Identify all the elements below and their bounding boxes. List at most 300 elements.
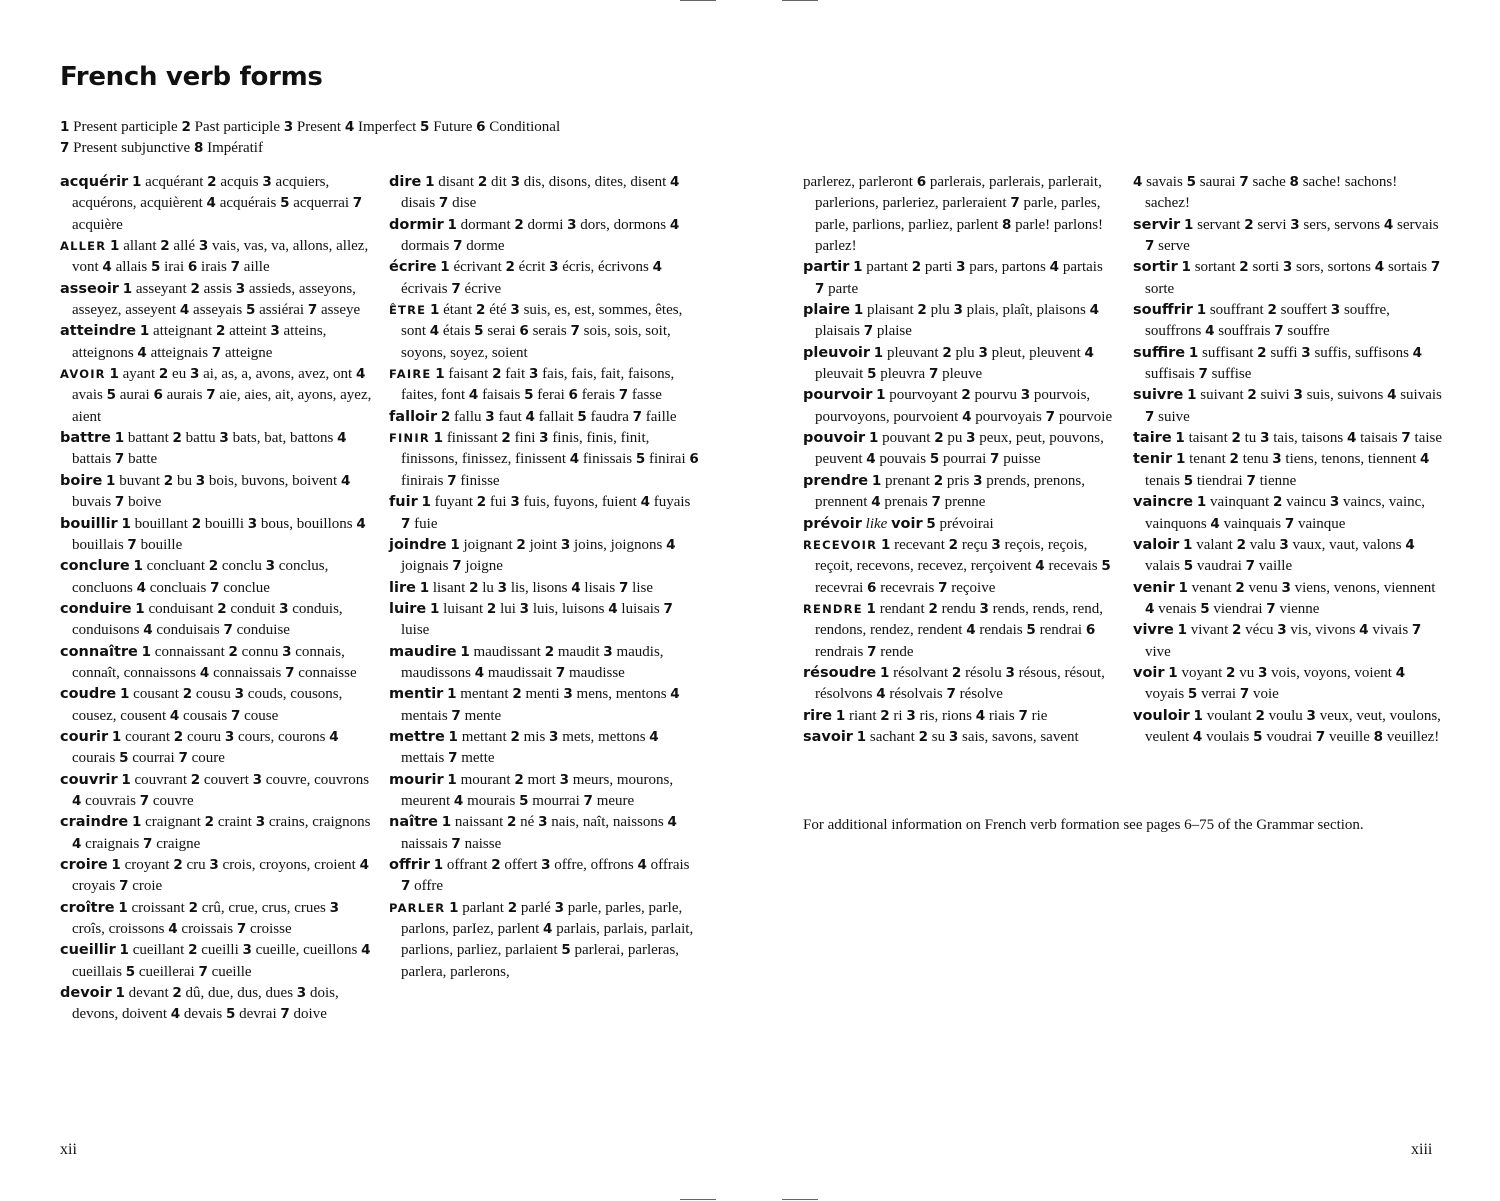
tense-number: 4	[429, 323, 440, 340]
verb-headword: falloir	[389, 408, 438, 425]
verb-form: craignant	[145, 814, 201, 831]
verb-form: prenais	[884, 494, 928, 511]
tense-number: 4	[72, 792, 82, 809]
verb-form: croyais	[72, 878, 116, 895]
verb-headword: asseoir	[60, 280, 119, 297]
verb-form: suivais	[1400, 387, 1442, 404]
verb-headword: suffire	[1133, 344, 1186, 361]
verb-form: pleuvant	[886, 344, 939, 361]
verb-form: tienne	[1259, 472, 1297, 489]
verb-form: fasse	[631, 387, 662, 404]
tense-number: 3	[329, 899, 340, 916]
verb-form: vivant	[1190, 622, 1229, 639]
tense-number: 2	[942, 344, 952, 361]
verb-form: luisais	[621, 600, 660, 617]
verb-form: parlé	[520, 899, 551, 916]
verb-form: bois, buvons, boivent	[208, 472, 338, 489]
verb-headword: taire	[1133, 430, 1172, 447]
tense-number: 1	[1178, 579, 1188, 596]
tense-number: 3	[1306, 707, 1316, 724]
legend-number: 4	[344, 119, 355, 135]
tense-number: 7	[198, 963, 208, 980]
tense-number: 1	[433, 430, 444, 447]
tense-number: 5	[474, 323, 484, 340]
verb-form: prenant	[884, 472, 930, 489]
tense-number: 7	[401, 878, 411, 895]
verb-form: maudissant	[473, 643, 541, 660]
tense-number: 4	[1035, 558, 1045, 575]
tense-number: 7	[619, 579, 629, 596]
verb-entry	[1133, 492, 1445, 535]
tense-number: 7	[206, 387, 216, 404]
verb-form: lu	[482, 579, 494, 596]
verb-headword: devoir	[60, 985, 112, 1002]
verb-form: fallu	[454, 408, 482, 425]
tense-number: 6	[568, 387, 578, 404]
verb-form: cueille	[211, 963, 252, 980]
tense-number: 2	[204, 814, 215, 831]
tense-number: 1	[430, 600, 440, 617]
verb-headword: conduire	[60, 600, 132, 617]
verb-form: lise	[632, 579, 654, 596]
tense-number: 3	[1301, 344, 1311, 361]
verb-form: meurs, mourons, meurent	[401, 771, 674, 809]
tense-number: 7	[114, 451, 125, 468]
tense-number: 1	[1168, 664, 1178, 681]
verb-form: dormi	[527, 216, 564, 233]
tense-number: 7	[1266, 600, 1276, 617]
tense-number: 2	[486, 600, 497, 617]
tense-number: 1	[425, 174, 435, 190]
verb-form: allant	[123, 238, 157, 255]
verb-form: vivais	[1372, 622, 1409, 639]
verb-form: battu	[185, 430, 216, 447]
tense-number: 2	[1272, 494, 1283, 511]
verb-form: suivi	[1260, 387, 1290, 404]
verb-form: pleuvra	[880, 366, 926, 383]
verb-form: couvrant	[134, 771, 187, 788]
tense-number: 2	[928, 600, 938, 617]
tense-number: 1	[856, 728, 867, 745]
verb-entry	[60, 514, 372, 557]
tense-number: 1	[880, 664, 890, 681]
tense-number: 2	[172, 430, 182, 447]
verb-form: luisant	[443, 600, 484, 617]
verb-entry	[389, 898, 701, 983]
verb-form: croissais	[181, 921, 234, 938]
verb-headword: écrire	[389, 259, 437, 276]
tense-number: 4	[72, 835, 82, 852]
verb-form: offre, offrons	[554, 857, 634, 873]
tense-number: 4	[543, 921, 553, 938]
verb-form: aurai	[119, 387, 150, 404]
tense-number: 5	[867, 366, 877, 383]
verb-form: pourrai	[942, 451, 987, 468]
verb-form: lisais	[584, 579, 616, 596]
verb-form: mentant	[460, 686, 509, 703]
verb-form: rendais	[979, 622, 1023, 639]
tense-number: 1	[448, 728, 458, 745]
verb-form: suivant	[1200, 387, 1244, 404]
tense-number: 3	[195, 472, 206, 489]
tense-number: 7	[815, 280, 825, 297]
tense-number: 5	[245, 302, 256, 319]
legend-number: 7	[60, 140, 70, 157]
tense-number: 3	[279, 600, 289, 617]
tense-number: 4	[975, 707, 986, 724]
verb-form: buvant	[119, 472, 161, 489]
verb-entry	[60, 236, 372, 279]
tense-number: 4	[356, 515, 366, 532]
verb-form: fini	[514, 430, 536, 447]
verb-form: souffre	[1287, 323, 1330, 340]
verb-form: crois, croyons, croient	[222, 857, 356, 873]
tense-number: 1	[120, 686, 130, 703]
verb-form: taise	[1414, 430, 1443, 447]
tense-number: 2	[951, 664, 962, 681]
tense-number: 4	[666, 536, 676, 553]
tense-number: 3	[296, 985, 307, 1002]
tense-number: 3	[549, 728, 559, 745]
tense-number: 7	[1401, 430, 1411, 447]
verb-headword: coudre	[60, 686, 117, 703]
tense-number: 4	[137, 344, 147, 361]
tense-number: 2	[190, 280, 200, 297]
verb-headword: acquérir	[60, 174, 129, 190]
verb-form: finirai	[648, 451, 686, 468]
verb-form: cousant	[133, 686, 179, 703]
tense-number: 4	[1084, 344, 1094, 361]
tense-number: 1	[115, 985, 125, 1002]
verb-form: plu	[955, 344, 975, 361]
verb-form: bouille	[140, 536, 183, 553]
cross-reference-verb: voir	[891, 515, 923, 532]
verb-form: souffrais	[1218, 323, 1271, 340]
tense-number: 2	[1231, 430, 1241, 447]
verb-form: ayant	[122, 366, 156, 383]
tense-number: 2	[507, 899, 518, 916]
verb-form: sois, sois, soit, soyons, soyez, soient	[401, 323, 671, 361]
verb-form: naissais	[401, 835, 448, 852]
verb-form: faisais	[482, 387, 521, 404]
verb-headword: craindre	[60, 814, 129, 831]
verb-form: rends, rends, rend, rendons, rendez, rendent	[815, 600, 1104, 639]
verb-headword: savoir	[803, 728, 853, 745]
verb-form: conclus, concluons	[72, 558, 329, 596]
tense-number: 1	[440, 259, 450, 276]
verb-entry	[60, 172, 372, 236]
page-number-right: xiii	[1411, 1141, 1433, 1158]
verb-form: partant	[866, 259, 908, 276]
tense-number: 8	[1002, 216, 1012, 233]
verb-form: maudisse	[569, 664, 625, 681]
tense-number: 2	[215, 323, 226, 340]
verb-form: ris, rions	[919, 707, 972, 724]
verb-entry	[803, 599, 1115, 663]
tense-number: 4	[179, 302, 190, 319]
tense-number: 1	[441, 814, 452, 831]
verb-form: puisse	[1003, 451, 1041, 468]
tense-number: 3	[539, 430, 549, 447]
verb-column-1	[60, 172, 372, 1026]
tense-number: 1	[435, 366, 445, 383]
tense-number: 7	[451, 835, 461, 852]
verb-form: suffis, suffisons	[1314, 344, 1409, 361]
tense-number: 4	[468, 387, 479, 404]
tense-number: 1	[110, 238, 120, 255]
tense-number: 1	[447, 216, 457, 233]
verb-form: ai, as, a, avons, avez, ont	[203, 366, 353, 383]
verb-form: parle! parlons! parlez!	[815, 216, 1104, 255]
verb-form: luise	[401, 622, 430, 639]
verb-form: pleuvait	[815, 366, 864, 383]
verb-entry	[389, 172, 701, 215]
verb-form: rendrai	[1039, 622, 1083, 639]
tense-number: 4	[1133, 174, 1143, 190]
verb-form: riais	[988, 707, 1015, 724]
verb-form: valu	[1249, 536, 1276, 553]
tense-number: 7	[127, 536, 137, 553]
verb-entry	[60, 855, 372, 898]
tense-number: 1	[1181, 259, 1191, 276]
tense-number: 7	[451, 280, 461, 297]
tense-number: 2	[172, 985, 182, 1002]
verb-form: acquis	[220, 174, 259, 190]
verb-form: fuyais	[653, 494, 691, 511]
tense-number: 1	[868, 430, 879, 447]
verb-form: buvais	[72, 494, 112, 511]
verb-form: parle, parles, parle, parlions, parliez, parlent	[815, 195, 1101, 233]
tense-number: 3	[559, 771, 569, 788]
tense-number: 2	[911, 259, 922, 276]
verb-entry	[60, 684, 372, 727]
verb-form: suffisais	[1145, 366, 1195, 383]
tense-number: 4	[871, 494, 881, 511]
verb-form: pourvois, pourvoyons, pourvoient	[815, 387, 1091, 425]
verb-form: dû, due, dus, dues	[185, 985, 294, 1002]
verb-form: serais	[532, 323, 567, 340]
verb-form: courrai	[132, 750, 175, 767]
verb-form: servi	[1257, 216, 1287, 233]
tense-number: 5	[1183, 558, 1194, 575]
tense-number: 2	[934, 430, 944, 447]
tense-number: 4	[649, 728, 659, 745]
tense-number: 5	[926, 515, 936, 532]
verb-form: écrivant	[453, 259, 502, 276]
verb-form: devrai	[239, 1006, 277, 1023]
verb-entry	[389, 492, 701, 535]
tense-number: 4	[169, 707, 180, 724]
tense-number: 3	[1260, 430, 1270, 447]
tense-number: 4	[1374, 259, 1385, 276]
tense-number: 3	[948, 728, 959, 745]
tense-number: 5	[150, 259, 161, 276]
verb-entry	[1133, 343, 1445, 386]
tense-number: 3	[554, 899, 564, 916]
verb-form: acquière	[72, 216, 123, 233]
tense-number: 3	[1290, 216, 1300, 233]
verb-headword: lire	[389, 579, 416, 596]
tense-number: 4	[866, 451, 876, 468]
tense-number: 5	[524, 387, 534, 404]
tense-number: 2	[160, 238, 170, 255]
tense-number: 2	[469, 579, 479, 596]
verb-form: résolve	[959, 686, 1003, 703]
tense-number: 1	[141, 643, 152, 660]
verb-headword: prévoir	[803, 515, 862, 532]
verb-form: bouillant	[134, 515, 188, 532]
verb-form: vainque	[1297, 515, 1346, 532]
verb-form: batte	[128, 451, 158, 468]
verb-entry	[803, 535, 1115, 599]
tense-number: 7	[401, 515, 411, 532]
verb-form: serai	[487, 323, 516, 340]
tense-number: 3	[906, 707, 916, 724]
tense-number: 5	[929, 451, 940, 468]
verb-form: atteigne	[224, 344, 273, 361]
tense-number: 7	[1145, 238, 1155, 255]
verb-headword: mourir	[389, 771, 444, 788]
verb-form: veuillez!	[1386, 728, 1440, 745]
tense-number: 2	[501, 430, 511, 447]
verb-entry	[803, 385, 1115, 428]
verb-form: aille	[243, 259, 270, 276]
tense-number: 1	[421, 494, 431, 511]
verb-form: mourrai	[532, 792, 580, 809]
verb-form: asseye	[320, 302, 361, 319]
verb-entry	[389, 812, 701, 855]
tense-number: 3	[198, 238, 209, 255]
verb-form: acquérant	[145, 174, 204, 190]
verb-entry	[60, 898, 372, 941]
verb-form: serve	[1158, 238, 1190, 255]
verb-form: partais	[1062, 259, 1103, 276]
tense-number: 6	[867, 579, 877, 596]
tense-number: 6	[153, 387, 163, 404]
tense-number: 7	[285, 664, 295, 681]
tense-number: 4	[474, 664, 485, 681]
verb-form: mettant	[461, 728, 507, 745]
verb-entry	[60, 642, 372, 685]
verb-form: acquérais	[219, 195, 277, 212]
tense-number: 3	[1293, 387, 1303, 404]
tense-number: 3	[510, 302, 520, 319]
tense-number: 3	[235, 280, 246, 297]
verb-form: bouilli	[204, 515, 245, 532]
verb-headword: maudire	[389, 643, 457, 660]
verb-form: menti	[525, 686, 560, 703]
verb-form: voyais	[1145, 686, 1185, 703]
verb-headword: dire	[389, 174, 422, 190]
verb-entry	[60, 727, 372, 770]
verb-headword: suivre	[1133, 387, 1184, 404]
tense-number: 4	[608, 600, 618, 617]
tense-number: 2	[961, 387, 971, 404]
crop-mark	[782, 1199, 818, 1200]
verb-form: pourvu	[974, 387, 1017, 404]
verb-form: résolvais	[889, 686, 943, 703]
tense-number: 3	[209, 857, 219, 873]
tense-number: 7	[1274, 323, 1284, 340]
verb-form: meure	[596, 792, 635, 809]
tense-number: 7	[438, 195, 449, 212]
tense-number: 3	[978, 344, 988, 361]
verb-form: né	[520, 814, 535, 831]
tense-number: 3	[270, 323, 280, 340]
verb-entry	[803, 514, 1115, 535]
tense-number: 3	[1005, 664, 1015, 681]
tense-number: 1	[866, 600, 876, 617]
tense-number: 7	[867, 643, 877, 660]
tense-number: 2	[512, 686, 522, 703]
tense-number: 3	[603, 643, 613, 660]
verb-form: cueilli	[201, 942, 239, 959]
verb-form: joignant	[463, 536, 513, 553]
tense-number: 3	[519, 600, 530, 617]
verb-form: résous, résout, résolvons	[815, 664, 1105, 703]
verb-form: concluais	[149, 579, 207, 596]
verb-entry	[389, 300, 701, 364]
verb-form: pourvoyais	[975, 408, 1042, 425]
tense-number: 4	[669, 216, 680, 233]
tense-number: 2	[173, 857, 183, 873]
tense-number: 4	[102, 259, 112, 276]
verb-form: avais	[72, 387, 103, 404]
tense-number: 2	[1236, 536, 1247, 553]
verb-form: reçoive	[951, 579, 996, 596]
tense-number: 7	[583, 792, 593, 809]
verb-entry	[60, 279, 372, 322]
tense-number: 3	[1282, 259, 1293, 276]
verb-form: rendrais	[815, 643, 864, 660]
tense-number: 1	[1196, 494, 1207, 511]
verb-form: reçois, reçois, reçoit, recevons, recevez, rerçoivent	[815, 536, 1088, 575]
verb-form: couds, cousons, cousez, cousent	[72, 686, 343, 724]
verb-form: suis, es, est, sommes, êtes, sont	[401, 302, 683, 340]
verb-form: tiendrai	[1196, 472, 1243, 489]
verb-entry	[1133, 578, 1445, 621]
tense-number: 5	[519, 792, 529, 809]
verb-form: servais	[1396, 216, 1439, 233]
tense-number: 3	[1279, 536, 1289, 553]
verb-form: plaisais	[815, 323, 860, 340]
tense-number: 6	[1085, 622, 1096, 639]
verb-headword: AVOIR	[60, 367, 106, 382]
verb-form: assis	[203, 280, 232, 297]
tense-number: 8	[1373, 728, 1384, 745]
tense-number: 4	[340, 472, 351, 489]
tense-number: 5	[225, 1006, 236, 1023]
verb-form: cueillerai	[138, 963, 195, 980]
verb-headword: ALLER	[60, 239, 107, 254]
verb-form: courais	[72, 750, 116, 767]
verb-form: fuie	[414, 515, 438, 532]
verb-form: voulant	[1206, 707, 1252, 724]
verb-form: souffre, souffrons	[1145, 302, 1390, 340]
verb-form: devant	[128, 985, 169, 1002]
tense-number: 4	[1359, 622, 1369, 639]
verb-headword: valoir	[1133, 536, 1180, 553]
tense-number: 4	[1049, 259, 1060, 276]
tense-number: 2	[1257, 344, 1267, 361]
verb-form: sorte	[1145, 280, 1175, 297]
verb-headword: RENDRE	[803, 601, 863, 616]
tense-number: 4	[876, 686, 886, 703]
verb-form: savais	[1146, 174, 1183, 190]
tense-number: 2	[1247, 387, 1257, 404]
verb-form: sachant	[869, 728, 915, 745]
tense-number: 3	[528, 366, 539, 383]
